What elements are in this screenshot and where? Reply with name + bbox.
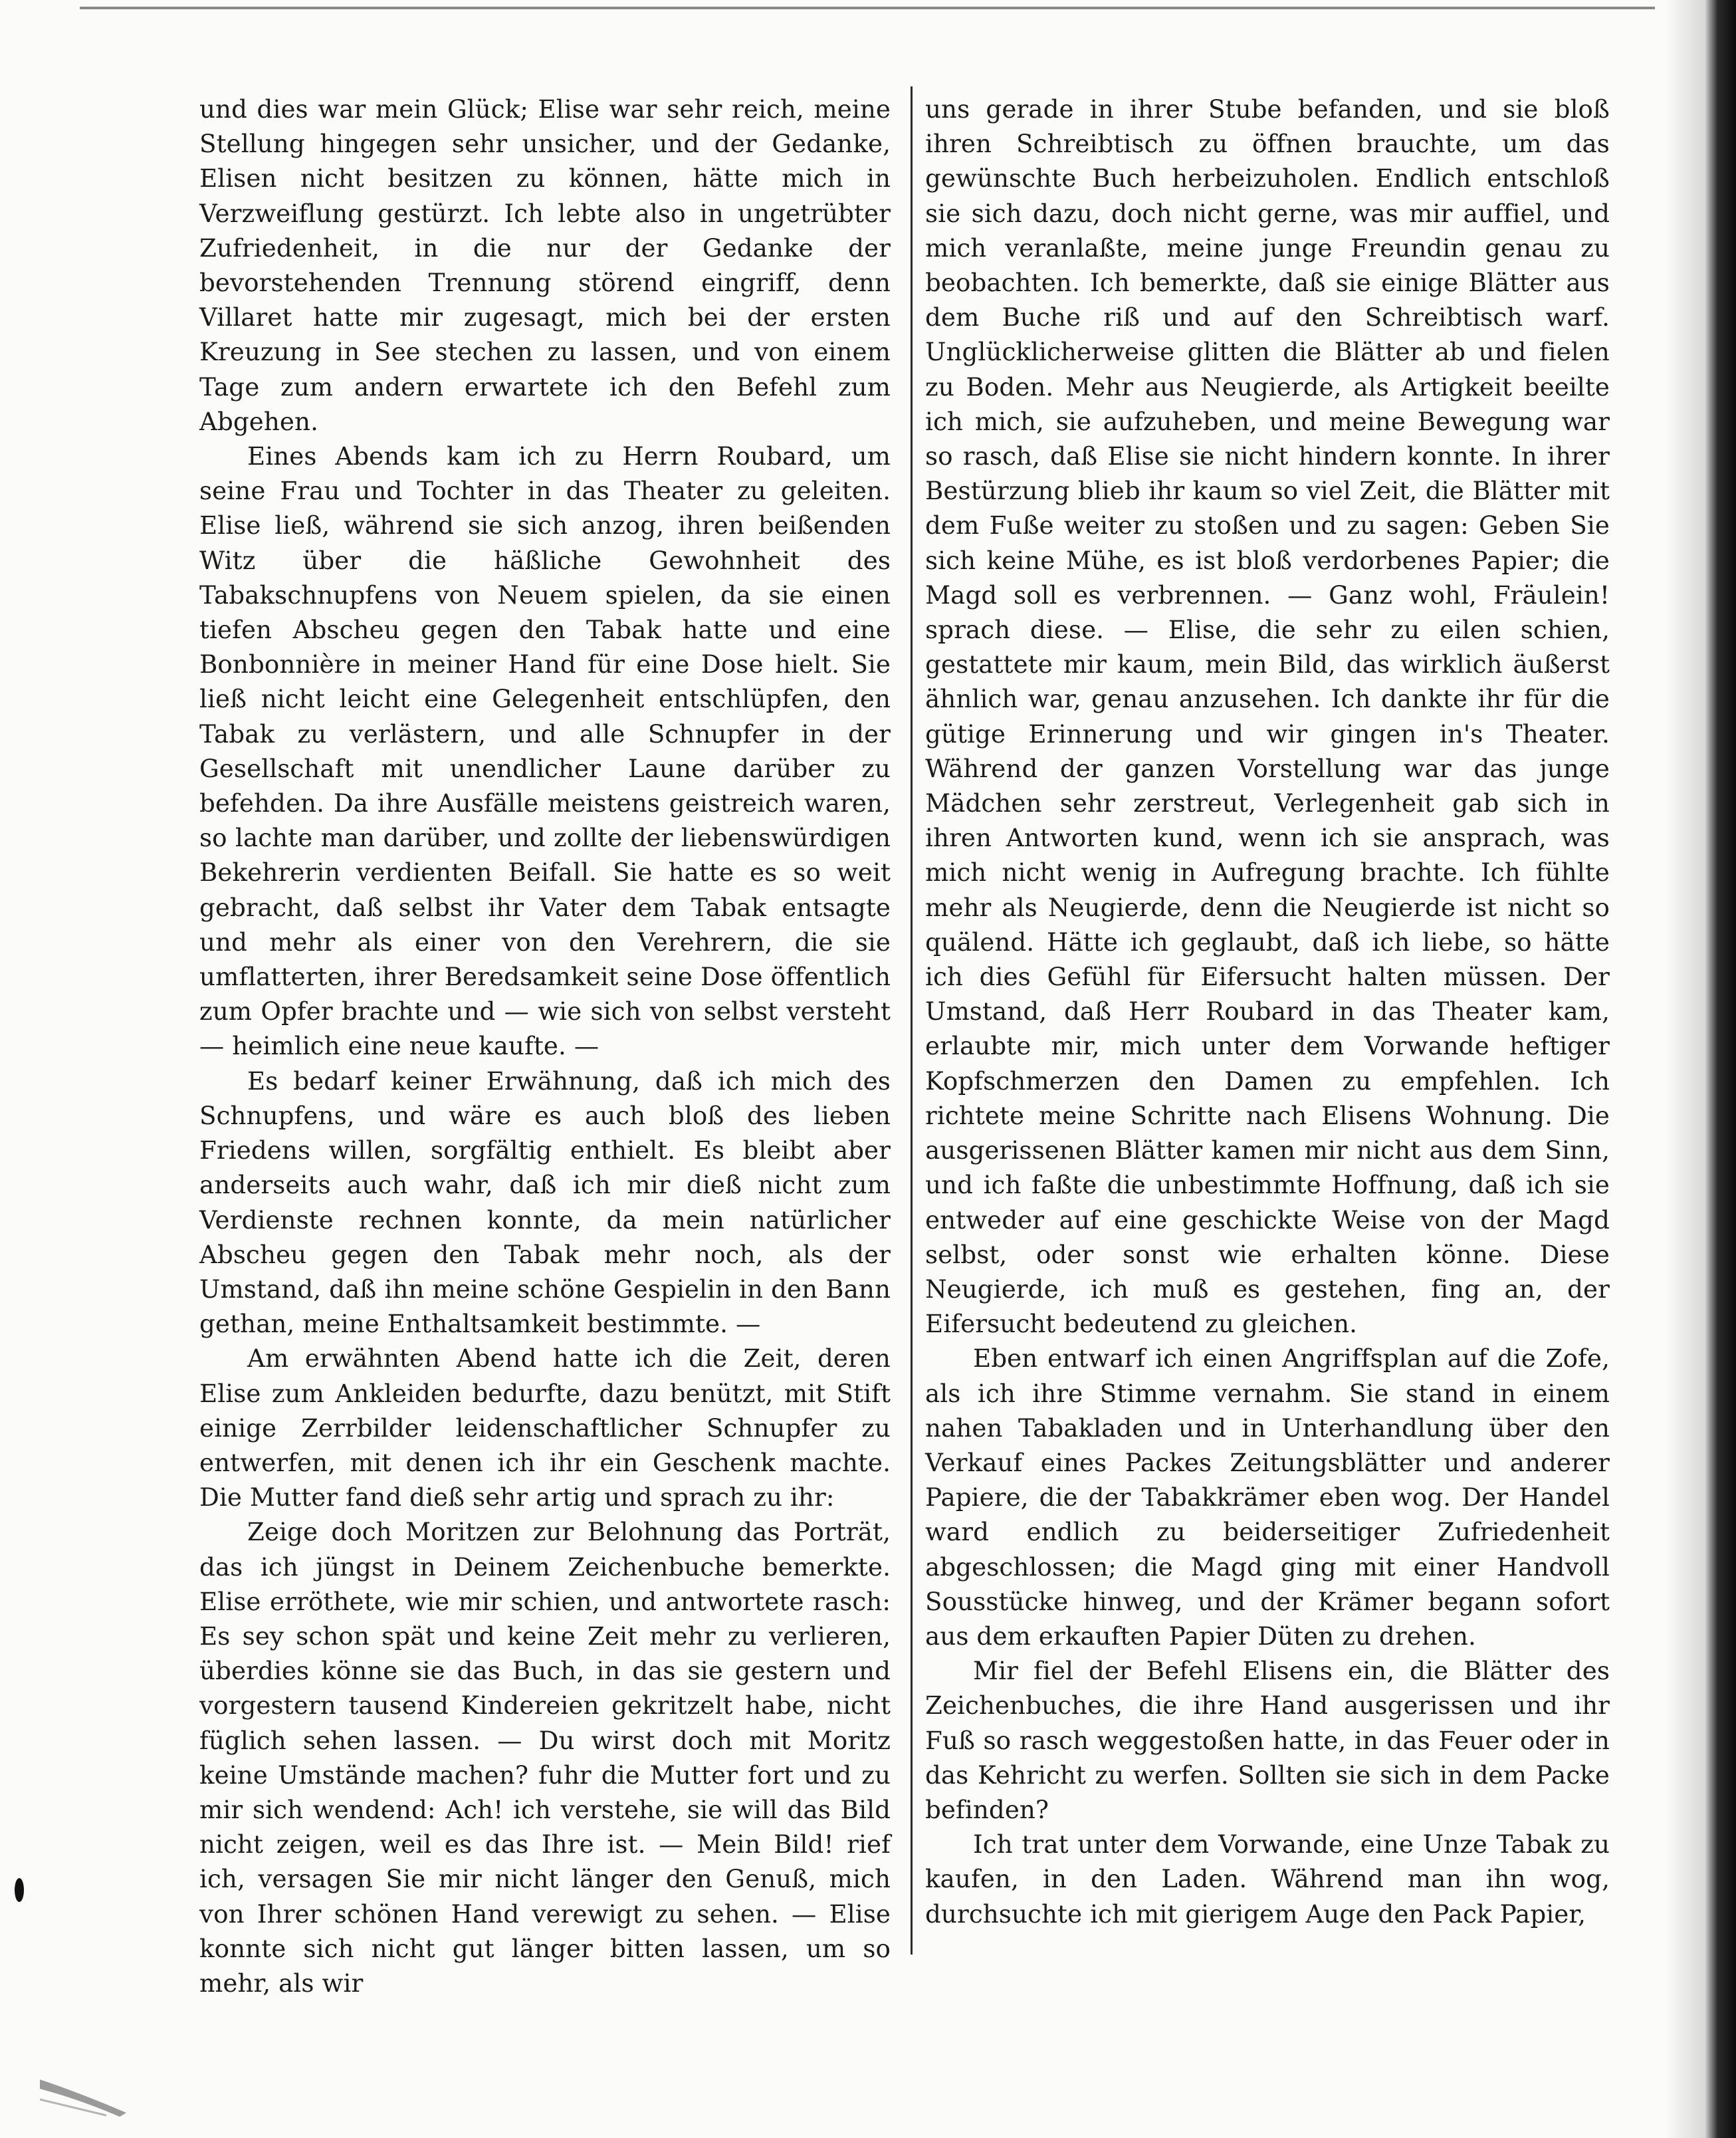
paragraph: Mir fiel der Befehl Elisens ein, die Blätter des Zeichenbuches, die ihre Hand ausgerissen und ihr Fuß so rasch weggestoßen hatte, in das Feuer oder in das Kehricht zu werfen. Sollten sie sich in dem Packe befinden? xyxy=(925,1656,1610,1824)
paragraph: Am erwähnten Abend hatte ich die Zeit, deren Elise zum Ankleiden bedurfte, dazu benützt, mit Stift einige Zerrbilder leidenschaftlicher Schnupfer zu entwerfen, mit denen ich ihr ein Geschenk machte. Die Mutter fand dieß sehr artig und sprach zu ihr: xyxy=(199,1344,891,1512)
left-column xyxy=(199,92,891,2000)
paragraph: uns gerade in ihrer Stube befanden, und sie bloß ihren Schreibtisch zu öffnen brauchte, um das gewünschte Buch herbeizuholen. Endlich entschloß sie sich dazu, doch nicht gerne, was mir auffiel, und mich veranlaßte, meine junge Freundin genau zu beobachten. Ich bemerkte, daß sie einige Blätter aus dem Buche riß und auf den Schreibtisch warf. Unglücklicherweise glitten die Blätter ab und fielen zu Boden. Mehr aus Neugierde, als Artigkeit beeilte ich mich, sie aufzuheben, und meine Bewegung war so rasch, daß Elise sie nicht hindern konnte. In ihrer Bestürzung blieb ihr kaum so viel Zeit, die Blätter mit dem Fuße weiter zu stoßen und zu sagen: Geben Sie sich keine Mühe, es ist bloß verdorbenes Papier; die Magd soll es verbrennen. — Ganz wohl, Fräulein! sprach diese. — Elise, die sehr zu eilen schien, gestattete mir kaum, mein Bild, das wirklich äußerst ähnlich war, genau anzusehen. Ich dankte ihr für die gütige Erinnerung und wir gingen in's Theater. Während der ganzen Vorstellung war das junge Mädchen sehr zerstreut, Verlegenheit gab sich in ihren Antworten kund, wenn ich sie ansprach, was mich nicht wenig in Aufregung brachte. Ich fühlte mehr als Neugierde, denn die Neugierde ist nicht so quälend. Hätte ich geglaubt, daß ich liebe, so hätte ich dies Gefühl für Eifersucht halten müssen. Der Umstand, daß Herr Roubard in das Theater kam, erlaubte mir, mich unter dem Vorwande heftiger Kopfschmerzen den Damen zu empfehlen. Ich richtete meine Schritte nach Elisens Wohnung. Die ausgerissenen Blätter kamen mir nicht aus dem Sinn, und ich faßte die unbestimmte Hoffnung, daß ich sie entweder auf eine geschickte Weise von der Magd selbst, oder sonst wie erhalten könne. Diese Neugierde, ich muß es gestehen, fing an, der Eifersucht bedeutend zu gleichen. xyxy=(925,94,1610,1339)
paragraph: Es bedarf keiner Erwähnung, daß ich mich des Schnupfens, und wäre es auch bloß des lieben Friedens willen, sorgfältig enthielt. Es bleibt aber anderseits auch wahr, daß ich mir dieß nicht zum Verdienste rechnen konnte, da mein natürlicher Abscheu gegen den Tabak mehr noch, als der Umstand, daß ihn meine schöne Gespielin in den Bann gethan, meine Enthaltsamkeit bestimmte. — xyxy=(199,1066,891,1339)
paragraph: Eben entwarf ich einen Angriffsplan auf die Zofe, als ich ihre Stimme vernahm. Sie stand in einem nahen Tabakladen und in Unterhandlung über den Verkauf eines Packes Zeitungsblätter und anderer Papiere, die der Tabakkrämer eben wog. Der Handel ward endlich zu beiderseitiger Zufriedenheit abgeschlossen; die Magd ging mit einer Handvoll Sousstücke hinweg, und der Krämer begann sofort aus dem erkauften Papier Düten zu drehen. xyxy=(925,1344,1610,1651)
paragraph: Zeige doch Moritzen zur Belohnung das Porträt, das ich jüngst in Deinem Zeichenbuche bemerkte. Elise erröthete, wie mir schien, und antwortete rasch: Es sey schon spät und keine Zeit mehr zu verlieren, überdies könne sie das Buch, in das sie gestern und vorgestern tausend Kindereien gekritzelt habe, nicht füglich sehen lassen. — Du wirst doch mit Moritz keine Umstände machen? fuhr die Mutter fort und zu mir sich wendend: Ach! ich verstehe, sie will das Bild nicht zeigen, weil es das Ihre ist. — Mein Bild! rief ich, versagen Sie mir nicht länger den Genuß, mich von Ihrer schönen Hand verewigt zu sehen. — Elise konnte sich nicht gut länger bitten lassen, um so mehr, als wir xyxy=(199,1517,891,1998)
page-corner-curl xyxy=(40,2073,173,2119)
binding-hole-mark xyxy=(15,1878,24,1902)
right-column xyxy=(925,92,1610,1931)
paragraph: Ich trat unter dem Vorwande, eine Unze Tabak zu kaufen, in den Laden. Während man ihn wog, durchsuchte ich mit gierigem Auge den Pack Papier, xyxy=(925,1830,1610,1929)
column-divider xyxy=(911,86,913,1955)
page-edge xyxy=(1705,0,1736,2138)
paragraph: Eines Abends kam ich zu Herrn Roubard, um seine Frau und Tochter in das Theater zu geleiten. Elise ließ, während sie sich anzog, ihren beißenden Witz über die häßliche Gewohnheit des Tabakschnupfens von Neuem spielen, da sie einen tiefen Abscheu gegen den Tabak hatte und eine Bonbonnière in meiner Hand für eine Dose hielt. Sie ließ nicht leicht eine Gelegenheit entschlüpfen, den Tabak zu verlästern, und alle Schnupfer in der Gesellschaft mit unendlicher Laune darüber zu befehden. Da ihre Ausfälle meistens geistreich waren, so lachte man darüber, und zollte der liebenswürdigen Bekehrerin verdienten Beifall. Sie hatte es so weit gebracht, daß selbst ihr Vater dem Tabak entsagte und mehr als einer von den Verehrern, die sie umflatterten, ihrer Beredsamkeit seine Dose öffentlich zum Opfer brachte und — wie sich von selbst versteht — heimlich eine neue kaufte. — xyxy=(199,441,891,1061)
top-edge-rule xyxy=(80,7,1655,9)
gutter-shadow xyxy=(1666,0,1705,2138)
paragraph: und dies war mein Glück; Elise war sehr reich, meine Stellung hingegen sehr unsicher, und der Gedanke, Elisen nicht besitzen zu können, hätte mich in Verzweiflung gestürzt. Ich lebte also in ungetrübter Zufriedenheit, in die nur der Gedanke der bevorstehenden Trennung störend eingriff, denn Villaret hatte mir zugesagt, mich bei der ersten Kreuzung in See stechen zu lassen, und von einem Tage zum andern erwartete ich den Befehl zum Abgehen. xyxy=(199,94,891,436)
